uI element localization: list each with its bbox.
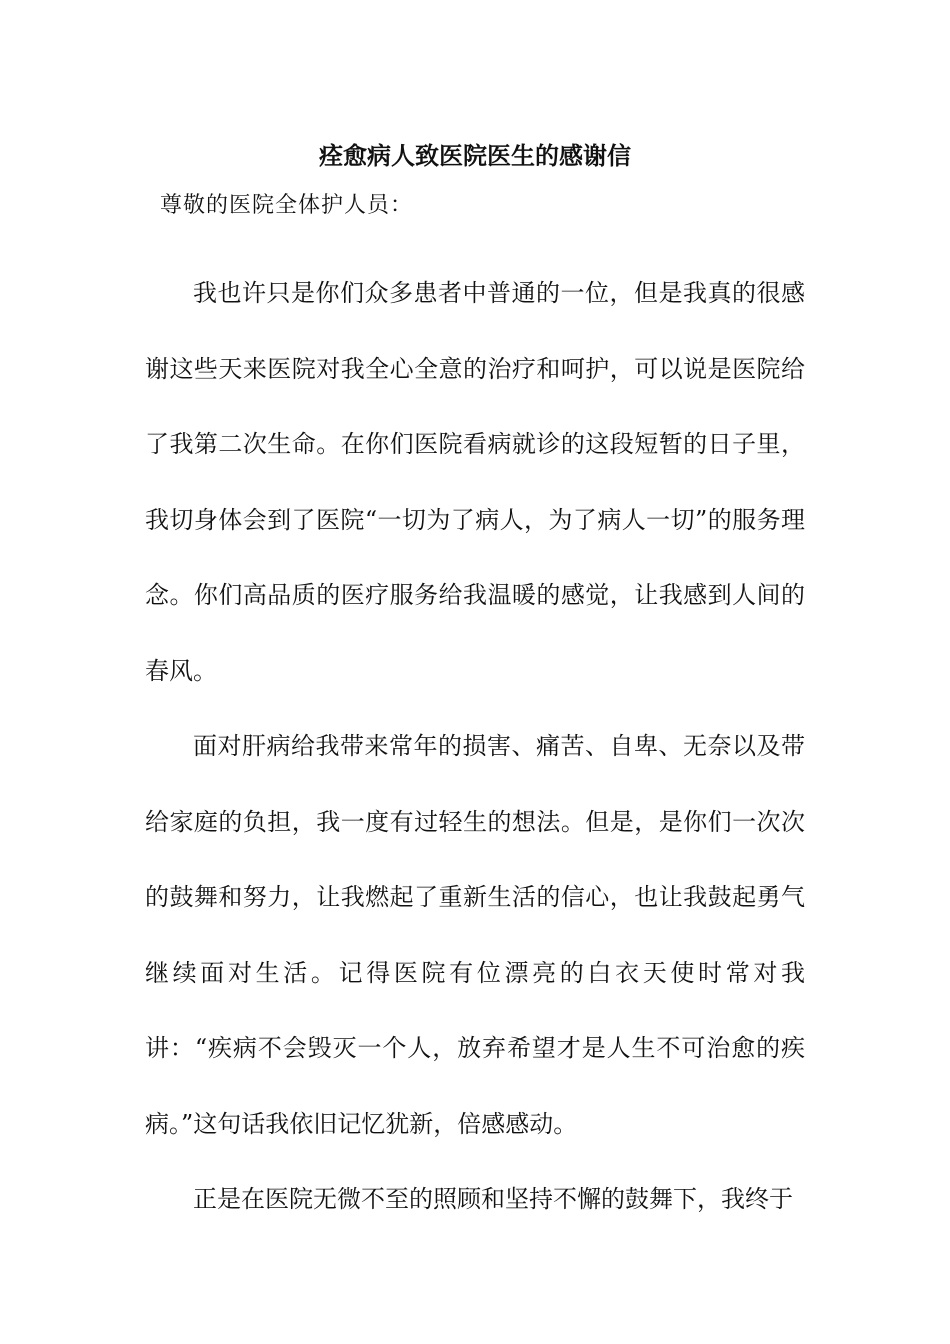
paragraph-1: 我也许只是你们众多患者中普通的一位，但是我真的很感谢这些天来医院对我全心全意的治疗和呵护，可以说是医院给了我第二次生命。在你们医院看病就诊的这段短暂的日子里，我切身体会到了医院“一切为了病人，为了病人一切”的服务理念。你们高品质的医疗服务给我温暖的感觉，让我感到人间的春风。 (145, 279, 805, 685)
paragraph-2: 面对肝病给我带来常年的损害、痛苦、自卑、无奈以及带给家庭的负担，我一度有过轻生的想法。但是，是你们一次次的鼓舞和努力，让我燃起了重新生活的信心，也让我鼓起勇气继续面对生活。记得医院有位漂亮的白衣天使时常对我讲：“疾病不会毁灭一个人，放弃希望才是人生不可治愈的疾病。”这句话我依旧记忆犹新，倍感感动。 (145, 732, 805, 1138)
letter-body (145, 256, 805, 1238)
salutation: 尊敬的医院全体护人员： (160, 193, 414, 218)
paragraph-3: 正是在医院无微不至的照顾和坚持不懈的鼓舞下，我终于 (193, 1185, 793, 1213)
document-title: 痊愈病人致医院医生的感谢信 (319, 141, 631, 170)
